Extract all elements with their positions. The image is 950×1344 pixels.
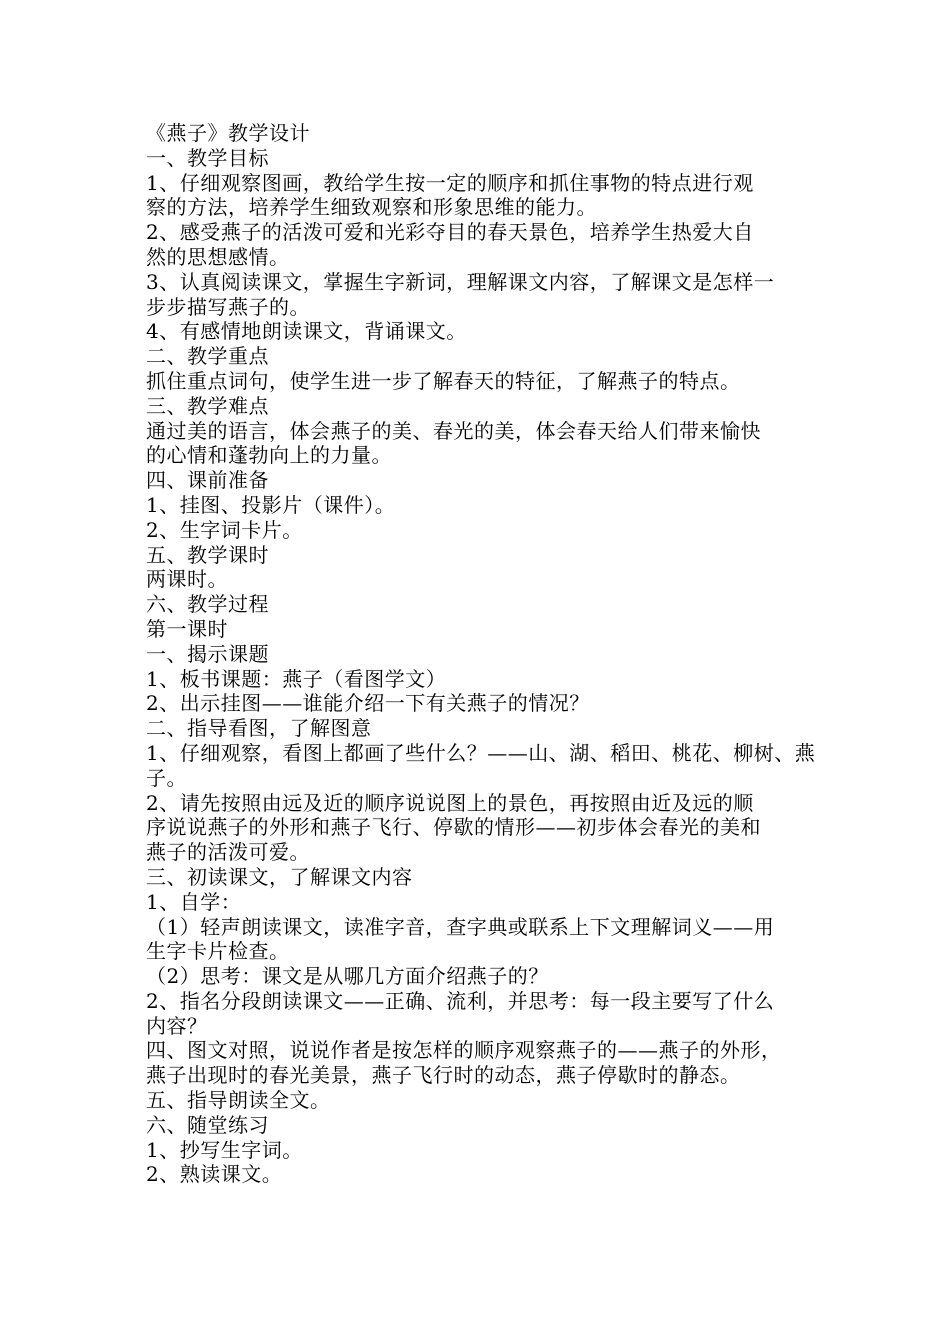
text-line: 内容？ [146, 1013, 208, 1038]
section-heading: 一、教学目标 [146, 145, 269, 170]
text-line: 2、指名分段朗读课文——正确、流利，并思考：每一段主要写了什么 [146, 988, 775, 1013]
text-line: 2、请先按照由远及近的顺序说说图上的景色，再按照由近及远的顺 [146, 790, 754, 815]
text-line: 2、生字词卡片。 [146, 517, 303, 542]
text-line: 1、板书课题：燕子（看图学文） [146, 666, 447, 691]
text-line: 通过美的语言，体会燕子的美、春光的美，体会春天给人们带来愉快 [146, 418, 761, 443]
text-line: （1）轻声朗读课文，读准字音，查字典或联系上下文理解词义——用 [146, 914, 775, 939]
section-heading: 三、初读课文，了解课文内容 [146, 864, 413, 889]
text-line: 抓住重点词句，使学生进一步了解春天的特征，了解燕子的特点。 [146, 368, 741, 393]
subsection-heading: 第一课时 [146, 616, 228, 641]
text-line: 1、自学： [146, 889, 242, 914]
text-line: 1、抄写生字词。 [146, 1137, 303, 1162]
text-line: 子。 [146, 765, 187, 790]
text-line: 序说说燕子的外形和燕子飞行、停歇的情形——初步体会春光的美和 [146, 815, 761, 840]
section-heading: 一、揭示课题 [146, 641, 269, 666]
text-line: 1、仔细观察图画，教给学生按一定的顺序和抓住事物的特点进行观 [146, 170, 754, 195]
text-line: 的心情和蓬勃向上的力量。 [146, 443, 392, 468]
text-line: 生字卡片检查。 [146, 939, 290, 964]
text-line: 1、挂图、投影片（课件）。 [146, 492, 396, 517]
section-heading: 四、图文对照，说说作者是按怎样的顺序观察燕子的——燕子的外形， [146, 1038, 782, 1063]
section-heading: 二、指导看图，了解图意 [146, 716, 372, 741]
section-heading: 三、教学难点 [146, 393, 269, 418]
text-line: （2）思考：课文是从哪几方面介绍燕子的？ [146, 964, 549, 989]
text-line: 步步描写燕子的。 [146, 294, 310, 319]
section-heading: 五、教学课时 [146, 542, 269, 567]
document-title: 《燕子》教学设计 [146, 121, 310, 145]
document-body [146, 121, 816, 1187]
text-line: 燕子的活泼可爱。 [146, 840, 310, 865]
section-heading: 四、课前准备 [146, 468, 269, 493]
section-heading: 二、教学重点 [146, 344, 269, 369]
section-heading: 五、指导朗读全文。 [146, 1088, 331, 1113]
text-line: 2、出示挂图——谁能介绍一下有关燕子的情况？ [146, 691, 590, 716]
text-line: 2、感受燕子的活泼可爱和光彩夺目的春天景色，培养学生热爱大自 [146, 220, 754, 245]
section-heading: 六、随堂练习 [146, 1112, 269, 1137]
text-line: 1、仔细观察，看图上都画了些什么？——山、湖、稻田、桃花、柳树、燕 [146, 740, 816, 765]
text-line: 燕子出现时的春光美景，燕子飞行时的动态，燕子停歇时的静态。 [146, 1063, 741, 1088]
section-heading: 六、教学过程 [146, 592, 269, 617]
text-line: 4、有感情地朗读课文，背诵课文。 [146, 319, 467, 344]
text-line: 然的思想感情。 [146, 244, 290, 269]
text-line: 2、熟读课文。 [146, 1162, 283, 1187]
text-line: 两课时。 [146, 567, 228, 592]
text-line: 3、认真阅读课文，掌握生字新词，理解课文内容，了解课文是怎样一 [146, 269, 775, 294]
text-line: 察的方法，培养学生细致观察和形象思维的能力。 [146, 195, 597, 220]
